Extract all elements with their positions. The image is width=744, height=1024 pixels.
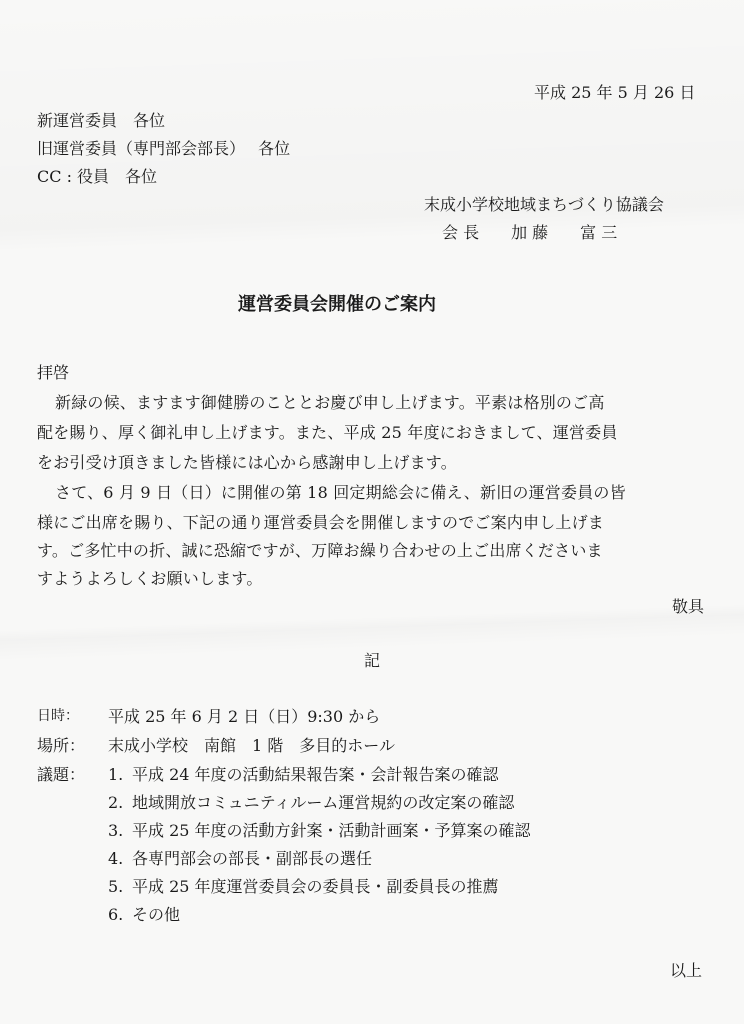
agenda-item xyxy=(108,762,499,785)
place-value: 末成小学校 南館 1 階 多目的ホール xyxy=(108,736,395,755)
closing: 敬具 xyxy=(672,597,705,616)
agenda-item-number: 6. xyxy=(108,905,124,924)
agenda-item-number: 2. xyxy=(108,793,124,812)
salutation: 拝啓 xyxy=(37,363,70,382)
recipient-line: 旧運営委員（専門部会部長） 各位 xyxy=(37,139,291,158)
agenda-item-number: 4. xyxy=(108,849,124,868)
agenda-item-text: 平成 24 年度の活動結果報告案・会計報告案の確認 xyxy=(132,765,499,784)
agenda-item-text: 平成 25 年度運営委員会の委員長・副委員長の推薦 xyxy=(132,877,499,896)
body-line: 新緑の候、ますます御健勝のこととお慶び申し上げます。平素は格別のご高 xyxy=(55,393,605,412)
agenda-item xyxy=(108,874,499,897)
body-line: すようよろしくお願いします。 xyxy=(37,569,263,588)
datetime-value: 平成 25 年 6 月 2 日（日）9:30 から xyxy=(108,707,381,726)
sender-name: 会 長 加 藤 富 三 xyxy=(442,223,618,242)
agenda-item-text: その他 xyxy=(132,905,181,924)
datetime-label: 日時： xyxy=(37,708,79,724)
page-title: 運営委員会開催のご案内 xyxy=(238,294,436,315)
document-date: 平成 25 年 5 月 26 日 xyxy=(534,83,696,102)
agenda-item xyxy=(108,846,372,869)
body-line: す。ご多忙中の折、誠に恐縮ですが、万障お繰り合わせの上ご出席くださいま xyxy=(37,541,603,560)
recipient-line: 新運営委員 各位 xyxy=(37,111,166,130)
agenda-item xyxy=(108,790,514,813)
agenda-item xyxy=(108,902,180,925)
end-mark: 以上 xyxy=(670,961,703,980)
body-line: さて、6 月 9 日（日）に開催の第 18 回定期総会に備え、新旧の運営委員の皆 xyxy=(55,483,626,502)
body-line: をお引受け頂きました皆様には心から感謝申し上げます。 xyxy=(37,453,457,472)
agenda-label: 議題： xyxy=(37,765,86,784)
body-line: 様にご出席を賜り、下記の通り運営委員会を開催しますのでご案内申し上げま xyxy=(37,513,605,532)
recipient-line: CC : 役員 各位 xyxy=(37,167,158,186)
agenda-item-text: 地域開放コミュニティルーム運営規約の改定案の確認 xyxy=(132,793,515,812)
place-label: 場所： xyxy=(37,736,86,755)
agenda-item-number: 5. xyxy=(108,877,124,896)
sender-organization: 末成小学校地域まちづくり協議会 xyxy=(424,195,664,214)
body-line: 配を賜り、厚く御礼申し上げます。また、平成 25 年度におきまして、運営委員 xyxy=(37,423,618,442)
agenda-item xyxy=(108,818,531,841)
agenda-item-number: 1. xyxy=(108,765,124,784)
agenda-item-text: 平成 25 年度の活動方針案・活動計画案・予算案の確認 xyxy=(132,821,531,840)
agenda-item-number: 3. xyxy=(108,821,124,840)
agenda-item-text: 各専門部会の部長・副部長の選任 xyxy=(132,849,373,868)
ki-mark: 記 xyxy=(364,651,381,670)
